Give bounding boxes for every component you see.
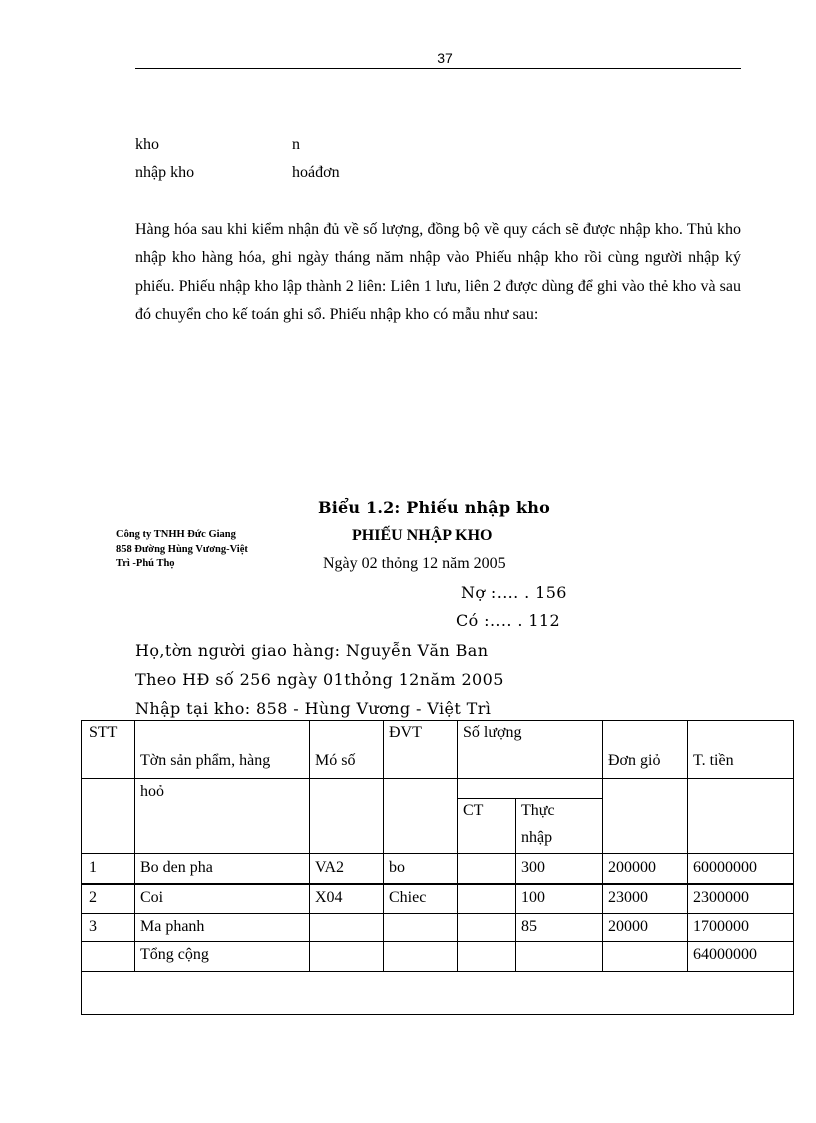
header-name: Tờn sản phẩm, hàng	[140, 752, 271, 769]
credit-account: Có :.... . 112	[456, 611, 561, 630]
receipt-table	[81, 720, 794, 1015]
row-1-price: 200000	[608, 859, 656, 876]
header-unit-price: Đơn giỏ	[608, 752, 661, 769]
row-1-amount: 60000000	[693, 859, 757, 876]
top-row-2-label: nhập kho	[135, 164, 195, 181]
row-1-unit: bo	[389, 859, 405, 876]
total-label: Tổng cộng	[140, 946, 209, 963]
header-quantity: Số lượng	[463, 724, 522, 741]
delivery-info	[135, 636, 504, 723]
header-stt: STT	[89, 724, 118, 741]
header-unit: ĐVT	[389, 724, 422, 741]
row-1-actual: 300	[521, 859, 545, 876]
row-3-actual: 85	[521, 918, 537, 935]
company-line-1: Công ty TNHH Đức Giang	[116, 529, 236, 540]
row-1-stt: 1	[89, 859, 97, 876]
body-paragraph: Hàng hóa sau khi kiểm nhận đủ về số lượng, đồng bộ về quy cách sẽ được nhập kho. Thủ kho nhập kho hàng hóa, ghi ngày tháng năm nhập vào Phiếu nhập kho rồi cùng người nhập ký phiếu. Phiếu nhập kho lập thành 2 liên: Liên 1 lưu, liên 2 được dùng để ghi vào thẻ kho và sau đó chuyển cho kế toán ghi sổ. Phiếu nhập kho có mẫu như sau:	[135, 221, 741, 324]
warehouse-line: Nhập tại kho: 858 - Hùng Vương - Việt Trì	[135, 699, 492, 718]
header-name-cont: hoỏ	[140, 783, 164, 800]
row-2-price: 23000	[608, 889, 648, 906]
page-number: 37	[437, 50, 453, 66]
row-2-unit: Chiec	[389, 889, 427, 906]
row-3-amount: 1700000	[693, 918, 749, 935]
row-2-code: X04	[315, 889, 343, 906]
row-3-price: 20000	[608, 918, 648, 935]
top-row-1-label: kho	[135, 136, 159, 153]
row-2-name: Coi	[140, 889, 164, 906]
company-line-3: Trì -Phú Thọ	[116, 558, 175, 569]
header-rule	[135, 68, 741, 69]
invoice-line: Theo HĐ số 256 ngày 01thỏng 12năm 2005	[135, 670, 504, 689]
row-2-amount: 2300000	[693, 889, 749, 906]
header-actual-cont: nhập	[521, 829, 553, 846]
form-date: Ngày 02 thỏng 12 năm 2005	[323, 555, 506, 572]
company-line-2: 858 Đường Hùng Vương-Việt	[116, 543, 248, 555]
header-ct: CT	[463, 802, 484, 819]
deliverer-line: Họ,tờn người giao hàng: Nguyễn Văn Ban	[135, 641, 489, 660]
row-2-actual: 100	[521, 889, 545, 906]
row-3-name: Ma phanh	[140, 918, 205, 935]
header-actual: Thực	[521, 802, 555, 819]
row-1-code: VA2	[315, 859, 345, 876]
company-block	[116, 528, 248, 572]
top-row-1-value: n	[292, 136, 300, 153]
form-title: PHIẾU NHẬP KHO	[352, 527, 493, 544]
total-value: 64000000	[693, 946, 757, 963]
debit-account: Nợ :.... . 156	[461, 583, 567, 602]
header-amount: T. tiền	[693, 752, 734, 769]
row-2-stt: 2	[89, 889, 97, 906]
header-code: Mó số	[315, 752, 356, 769]
row-1-name: Bo den pha	[140, 859, 213, 876]
form-caption: Biểu 1.2: Phiếu nhập kho	[318, 498, 551, 517]
top-row-2-value: hoáđơn	[292, 164, 340, 181]
row-3-stt: 3	[89, 918, 97, 935]
